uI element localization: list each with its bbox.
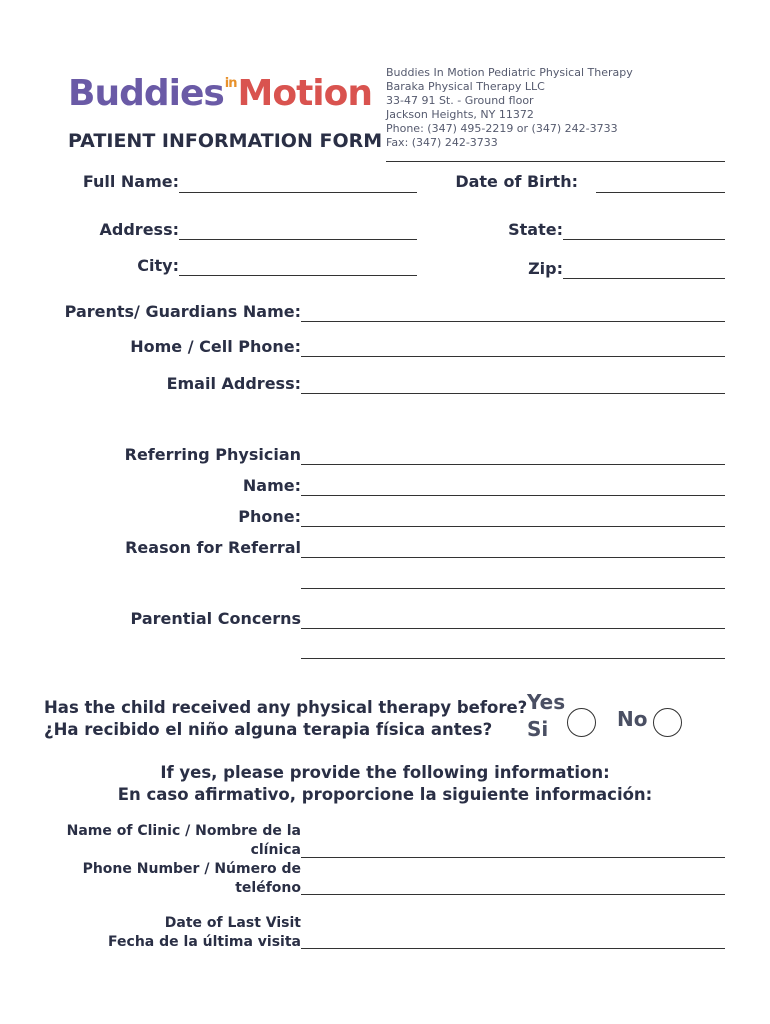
address-label: Address: <box>99 220 179 239</box>
contact-line: Fax: (347) 242-3733 <box>386 136 498 149</box>
reason-field-continued[interactable] <box>301 588 725 589</box>
referring-physician-label: Referring Physician <box>124 445 301 464</box>
logo-text-in: in <box>224 76 237 91</box>
ref-name-label: Name: <box>242 476 301 495</box>
zip-label: Zip: <box>528 259 563 278</box>
si-label: Si <box>527 717 549 741</box>
if-yes-en: If yes, please provide the following information: <box>160 763 610 782</box>
clinic-name-label-2: clínica <box>250 842 301 858</box>
no-radio[interactable] <box>653 708 682 737</box>
brand-logo <box>68 66 372 122</box>
contact-block <box>386 66 633 150</box>
last-visit-label-1: Date of Last Visit <box>164 915 301 931</box>
clinic-phone-label-2: teléfono <box>235 880 301 896</box>
ref-phone-label: Phone: <box>238 507 301 526</box>
therapy-question-en: Has the child received any physical therapy before? <box>44 698 528 717</box>
email-label: Email Address: <box>166 374 301 393</box>
concerns-label: Parential Concerns <box>130 609 301 628</box>
dob-field[interactable] <box>596 192 725 193</box>
yes-label: Yes <box>527 690 566 714</box>
clinic-phone-field[interactable] <box>301 894 725 895</box>
full-name-label: Full Name: <box>82 172 179 191</box>
full-name-field[interactable] <box>179 192 417 193</box>
city-label: City: <box>137 256 179 275</box>
state-label: State: <box>508 220 563 239</box>
therapy-question-es: ¿Ha recibido el niño alguna terapia física antes? <box>44 720 493 739</box>
email-field[interactable] <box>301 393 725 394</box>
header-divider <box>386 161 725 162</box>
phone-label: Home / Cell Phone: <box>130 337 301 356</box>
ref-name-field[interactable] <box>301 495 725 496</box>
parents-label: Parents/ Guardians Name: <box>64 302 301 321</box>
reason-field[interactable] <box>301 557 725 558</box>
last-visit-field[interactable] <box>301 948 725 949</box>
if-yes-es: En caso afirmativo, proporcione la siguiente información: <box>117 785 653 804</box>
clinic-name-field[interactable] <box>301 857 725 858</box>
contact-line: Phone: (347) 495-2219 or (347) 242-3733 <box>386 122 618 135</box>
contact-line: 33-47 91 St. - Ground floor <box>386 94 534 107</box>
contact-line: Jackson Heights, NY 11372 <box>386 108 534 121</box>
parents-field[interactable] <box>301 321 725 322</box>
city-field[interactable] <box>179 275 417 276</box>
yes-radio[interactable] <box>567 708 596 737</box>
logo-text-buddies: Buddies <box>68 73 224 114</box>
clinic-name-label-1: Name of Clinic / Nombre de la <box>66 823 301 839</box>
reason-label: Reason for Referral <box>125 538 301 557</box>
clinic-phone-label-1: Phone Number / Número de <box>82 861 301 877</box>
last-visit-label-2: Fecha de la última visita <box>108 934 301 950</box>
form-title: PATIENT INFORMATION FORM <box>68 130 383 152</box>
contact-line: Buddies In Motion Pediatric Physical Therapy <box>386 66 633 79</box>
address-field[interactable] <box>179 239 417 240</box>
concerns-field[interactable] <box>301 628 725 629</box>
no-label: No <box>617 707 648 731</box>
concerns-field-continued[interactable] <box>301 658 725 659</box>
phone-field[interactable] <box>301 356 725 357</box>
dob-label: Date of Birth: <box>455 172 578 191</box>
referring-physician-field[interactable] <box>301 464 725 465</box>
ref-phone-field[interactable] <box>301 526 725 527</box>
zip-field[interactable] <box>563 278 725 279</box>
logo-text-motion: Motion <box>237 73 372 114</box>
contact-line: Baraka Physical Therapy LLC <box>386 80 545 93</box>
state-field[interactable] <box>563 239 725 240</box>
